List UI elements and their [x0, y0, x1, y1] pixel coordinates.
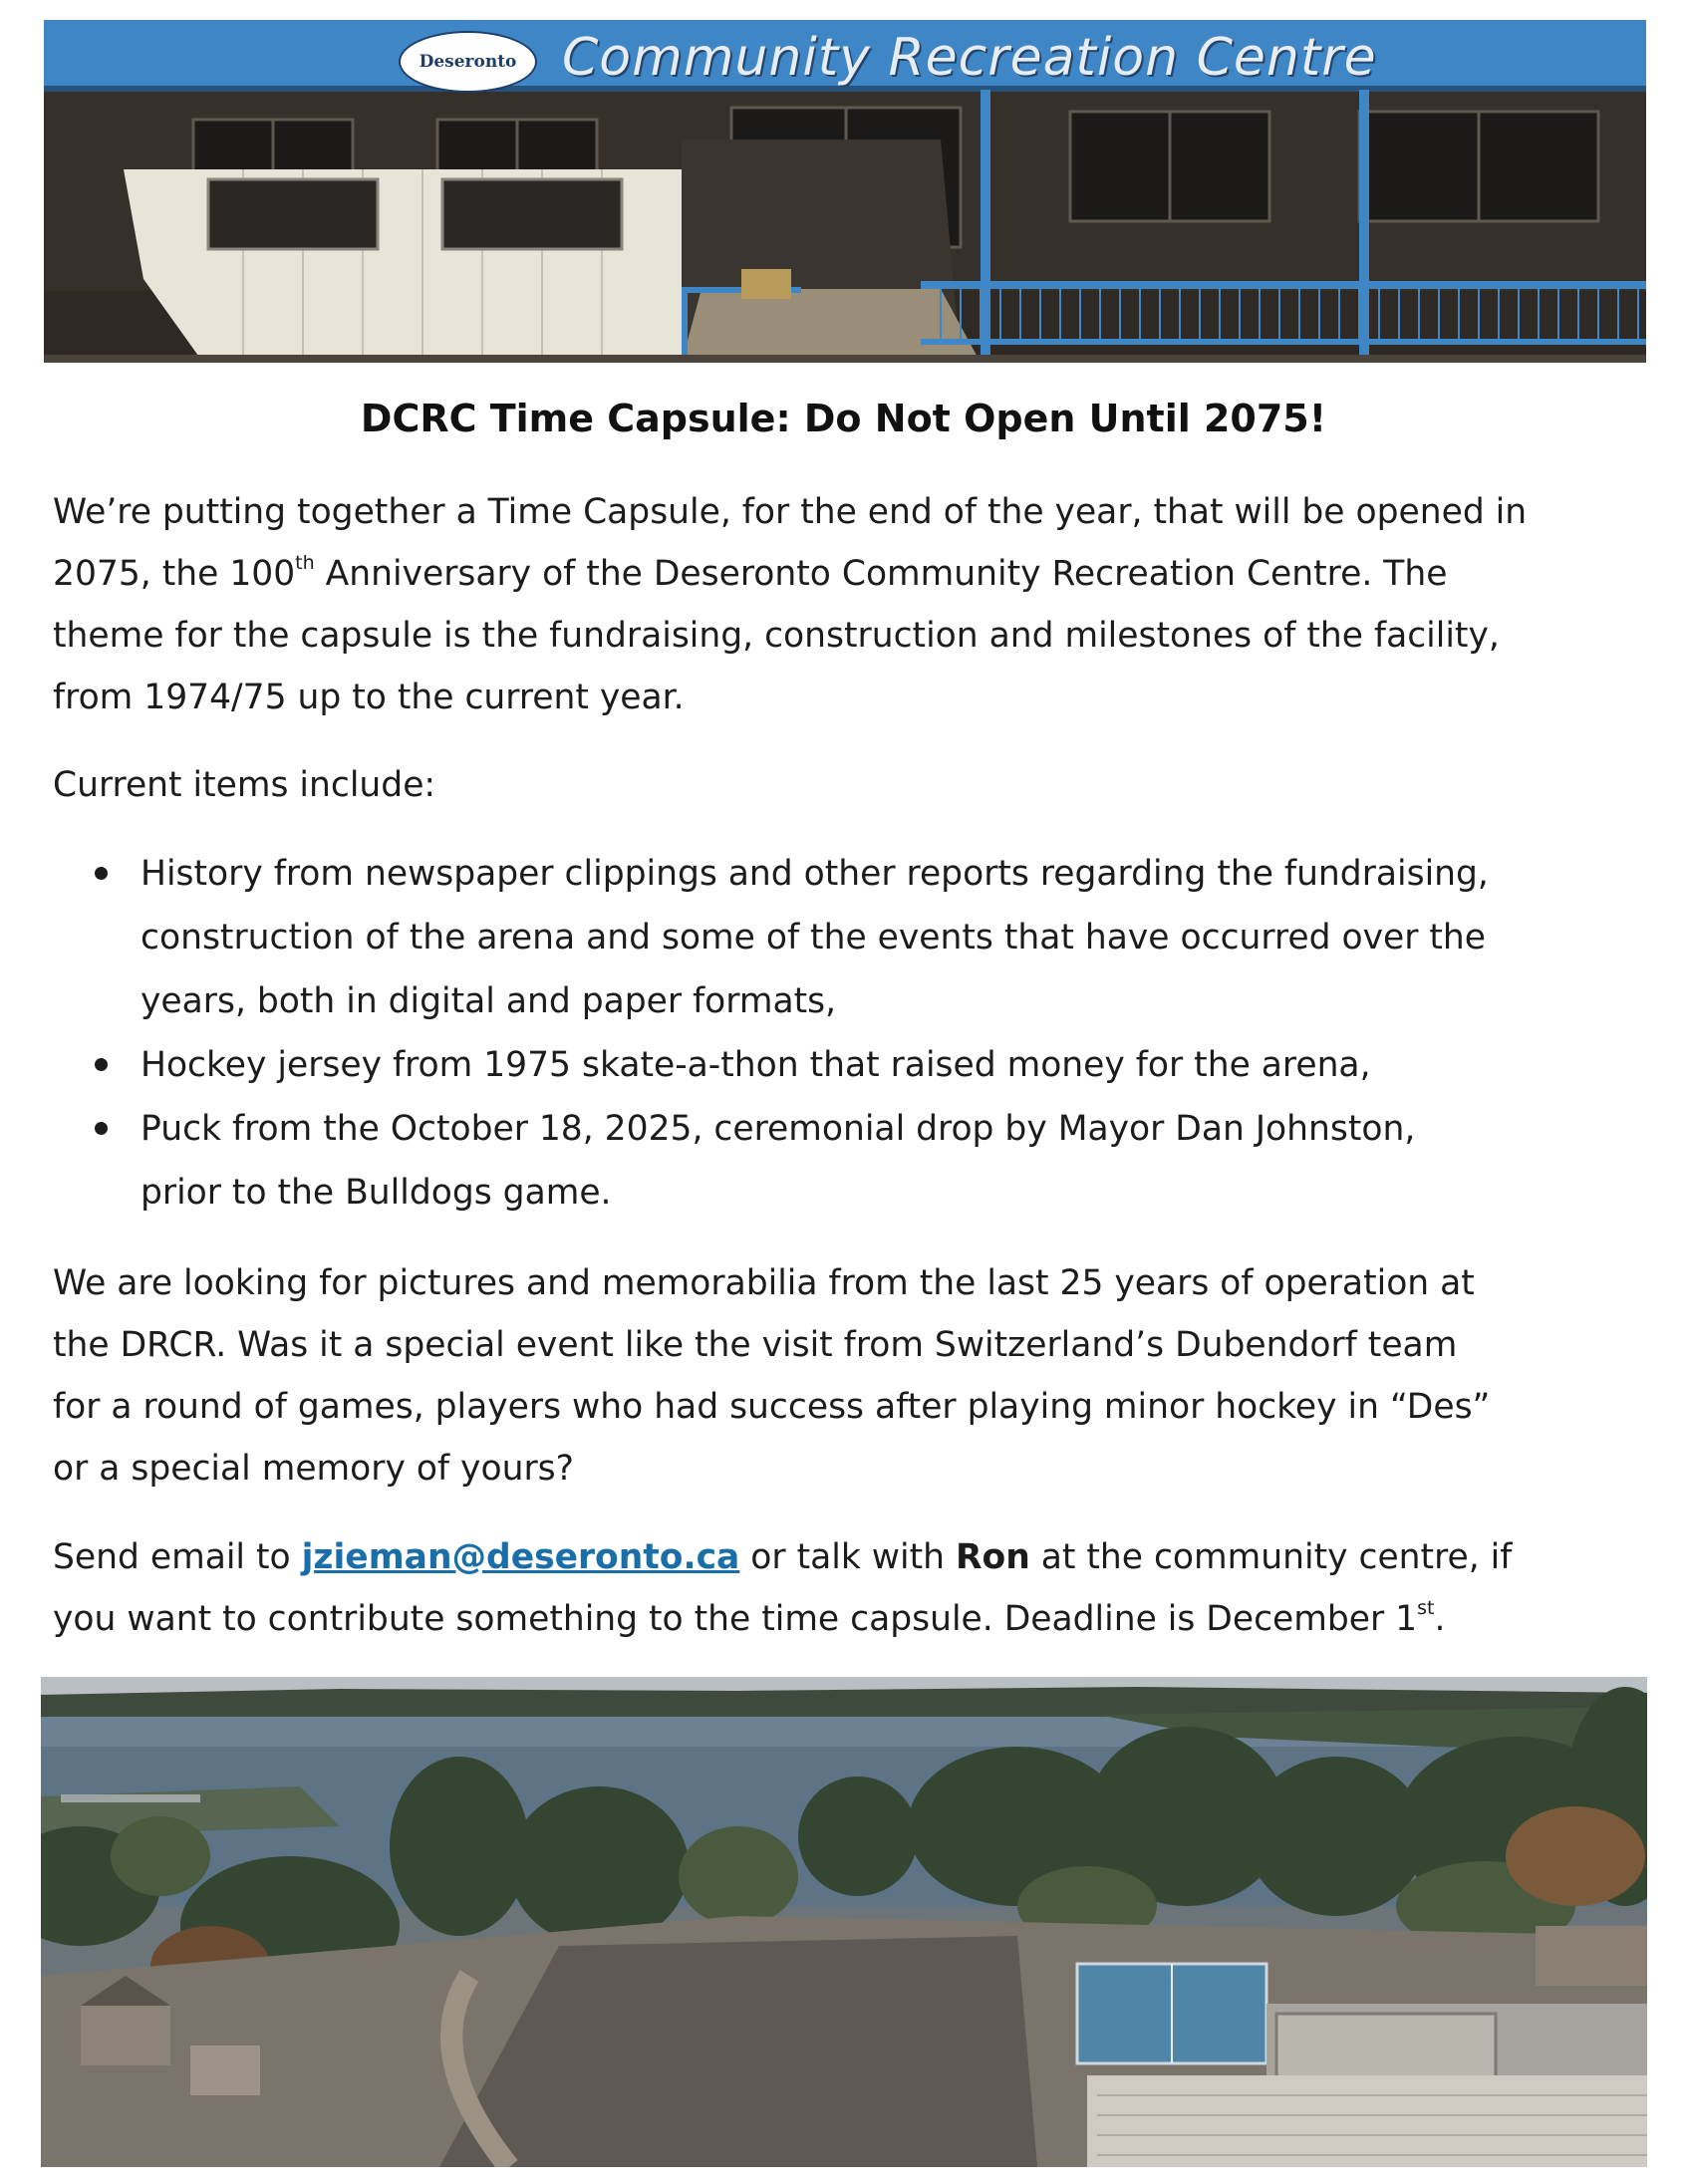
looking-paragraph: [53, 1252, 1657, 1500]
header-photo: [44, 20, 1646, 363]
item-3-line-2: prior to the Bulldogs game.: [141, 1173, 612, 1213]
looking-line-1: We are looking for pictures and memorabilia from the last 25 years of operation at: [53, 1263, 1475, 1303]
list-item: [53, 1097, 1657, 1225]
bullet-icon: [95, 1058, 108, 1071]
contact-text-end: at the community centre, if: [1029, 1537, 1513, 1577]
bullet-icon: [95, 867, 108, 880]
building-sign-text: Community Recreation Centre: [562, 28, 1377, 88]
items-list: [53, 842, 1657, 1225]
page-title: DCRC Time Capsule: Do Not Open Until 2075!: [360, 397, 1327, 440]
ordinal-suffix: st: [1417, 1597, 1435, 1619]
deadline-text: you want to contribute something to the time capsule. Deadline is December 1: [53, 1599, 1418, 1639]
item-1-line-1: History from newspaper clippings and other reports regarding the fundraising,: [141, 854, 1489, 894]
aerial-photo-drawing: [41, 1677, 1647, 2167]
intro-line-3: theme for the capsule is the fundraising, construction and milestones of the facility,: [53, 616, 1500, 656]
intro-line-2-start: 2075, the 100: [53, 554, 296, 594]
intro-paragraph: [53, 481, 1657, 728]
list-item: [53, 842, 1657, 1033]
items-intro: Current items include:: [53, 765, 436, 805]
contact-text-mid: or talk with: [739, 1537, 956, 1577]
aerial-photo: [41, 1677, 1647, 2167]
contact-line-2: [53, 1588, 1657, 1650]
deadline-period: .: [1434, 1599, 1446, 1639]
bullet-icon: [95, 1122, 108, 1135]
item-3-line-1: Puck from the October 18, 2025, ceremonial drop by Mayor Dan Johnston,: [141, 1109, 1416, 1149]
looking-line-3: for a round of games, players who had success after playing minor hockey in “Des”: [53, 1387, 1491, 1427]
contact-paragraph: [53, 1526, 1657, 1650]
list-item: [53, 1033, 1657, 1097]
intro-line-1: We’re putting together a Time Capsule, for the end of the year, that will be opened in: [53, 492, 1528, 532]
item-1-line-3: years, both in digital and paper formats,: [141, 981, 837, 1021]
intro-line-2: [53, 543, 1657, 605]
item-1-line-2: construction of the arena and some of the events that have occurred over the: [141, 918, 1487, 957]
logo-text: Deseronto: [419, 52, 517, 72]
contact-line-1: [53, 1526, 1657, 1588]
email-link[interactable]: jzieman@deseronto.ca: [301, 1537, 740, 1577]
looking-line-4: or a special memory of yours?: [53, 1449, 574, 1489]
looking-line-2: the DRCR. Was it a special event like the visit from Switzerland’s Dubendorf team: [53, 1325, 1458, 1365]
ordinal-suffix: th: [295, 552, 315, 574]
contact-name: Ron: [955, 1537, 1030, 1577]
deseronto-logo: [399, 31, 537, 93]
intro-line-2-end: Anniversary of the Deseronto Community Recreation Centre. The: [314, 554, 1448, 594]
contact-text-start: Send email to: [53, 1537, 302, 1577]
intro-line-4: from 1974/75 up to the current year.: [53, 678, 685, 717]
item-2-line-1: Hockey jersey from 1975 skate-a-thon that raised money for the arena,: [141, 1045, 1371, 1085]
